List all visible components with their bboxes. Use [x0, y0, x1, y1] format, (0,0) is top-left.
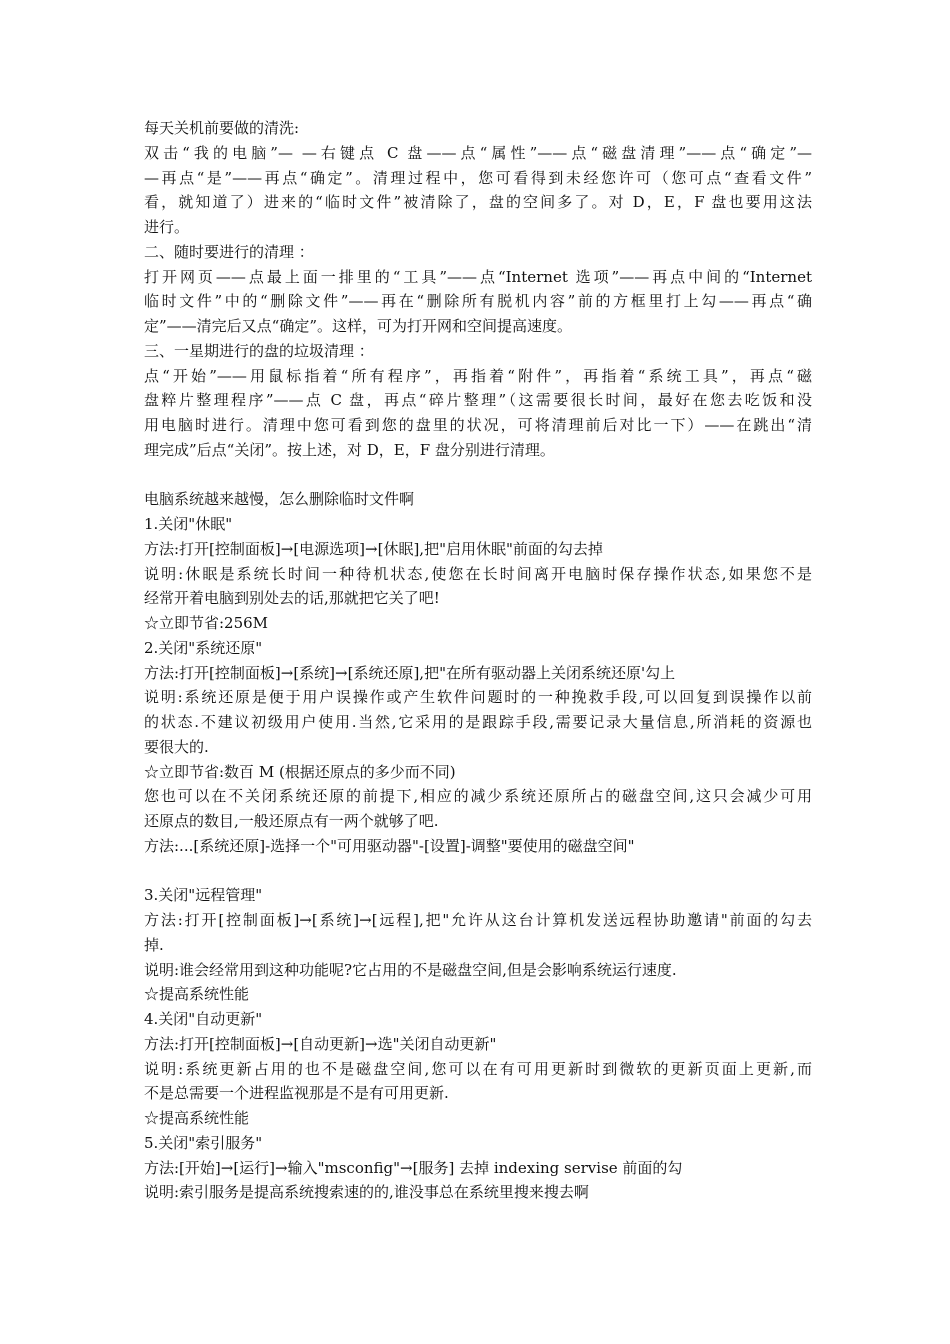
section3-line: 点“开始”——用鼠标指着“所有程序”，再指着“附件”，再指着“系统工具”，再点“磁: [144, 366, 812, 385]
item1-note: 说明:休眠是系统长时间一种待机状态,使您在长时间离开电脑时保存操作状态,如果您不是: [144, 564, 812, 583]
item5-heading: 5.关闭"索引服务": [144, 1133, 263, 1152]
item1-method: 方法:打开[控制面板]→[电源选项]→[休眠],把"启用休眠"前面的勾去掉: [144, 539, 603, 558]
section4-title: 电脑系统越来越慢，怎么删除临时文件啊: [144, 490, 415, 509]
section2-line: 打开网页——点最上面一排里的“工具”——点“Internet 选项”——再点中间的“Internet: [144, 267, 812, 286]
item1-saving: ☆立即节省:256M: [144, 614, 269, 632]
document-body: [144, 116, 812, 1205]
section2-line: 临时文件”中的“删除文件”——再在“删除所有脱机内容”前的方框里打上勾——再点“确: [144, 292, 812, 311]
item2-extra: 您也可以在不关闭系统还原的前提下,相应的减少系统还原所占的磁盘空间,这只会减少可用: [144, 787, 812, 806]
item1-note: 经常开着电脑到别处去的话,那就把它关了吧!: [144, 589, 440, 608]
section3-line: 用电脑时进行。清理中您可看到您的盘里的状况，可将清理前后对比一下）——在跳出“清: [144, 416, 812, 434]
item5-method: 方法:[开始]→[运行]→输入"msconfig"→[服务] 去掉 indexing servise 前面的勾: [144, 1158, 683, 1177]
section1-title: 每天关机前要做的清洗:: [144, 119, 300, 137]
section1-line: 进行。: [144, 218, 190, 236]
item3-method: 掉.: [144, 935, 164, 954]
item4-saving: ☆提高系统性能: [144, 1109, 250, 1127]
item3-note: 说明:谁会经常用到这种功能呢?它占用的不是磁盘空间,但是会影响系统运行速度.: [144, 960, 677, 979]
section3-line: 盘粹片整理程序”——点 C 盘，再点“碎片整理”（这需要很长时间，最好在您去吃饭和没: [144, 391, 812, 410]
item2-method: 方法:打开[控制面板]→[系统]→[系统还原],把"在所有驱动器上关闭系统还原'勾上: [144, 663, 676, 682]
item2-note: 说明:系统还原是便于用户误操作或产生软件问题时的一种挽救手段,可以回复到误操作以前: [144, 688, 812, 707]
section2-title: 二、随时要进行的清理 ：: [144, 242, 314, 261]
item4-heading: 4.关闭"自动更新": [144, 1010, 263, 1028]
item3-method: 方法:打开[控制面板]→[系统]→[远程],把"允许从这台计算机发送远程协助邀请"前面的勾去: [144, 911, 812, 929]
section3-line: 理完成”后点“关闭”。按上述，对 D，E，F 盘分别进行清理。: [144, 440, 555, 459]
item2-heading: 2.关闭"系统还原": [144, 638, 263, 657]
blank-line: [144, 859, 812, 884]
section1-line: —再点“是”——再点“确定”。清理过程中，您可看得到未经您许可（您可点“查看文件”: [144, 168, 812, 187]
item2-extra: 还原点的数目,一般还原点有一两个就够了吧.: [144, 812, 439, 830]
item4-note: 说明:系统更新占用的也不是磁盘空间,您可以在有可用更新时到微软的更新页面上更新,而: [144, 1059, 812, 1078]
item1-heading: 1.关闭"休眠": [144, 515, 233, 533]
item2-note: 要很大的.: [144, 737, 209, 756]
item4-note: 不是总需要一个进程监视那是不是有可用更新.: [144, 1084, 449, 1103]
blank-line: [144, 463, 812, 488]
section1-line: 双击“我的电脑”— —右键点 C 盘——点“属性”——点“磁盘清理”——点“确定”—: [144, 143, 812, 162]
item2-note: 的状态.不建议初级用户使用.当然,它采用的是跟踪手段,需要记录大量信息,所消耗的资源也: [144, 713, 812, 731]
section3-title: 三、一星期进行的盘的垃圾清理 ：: [144, 341, 374, 360]
item3-heading: 3.关闭"远程管理": [144, 886, 263, 905]
item2-saving: ☆立即节省:数百 M (根据还原点的多少而不同): [144, 762, 456, 781]
section2-line: 定”——清完后又点“确定”。这样，可为打开网和空间提高速度。: [144, 317, 573, 335]
item4-method: 方法:打开[控制面板]→[自动更新]→选"关闭自动更新": [144, 1034, 497, 1053]
item3-saving: ☆提高系统性能: [144, 985, 250, 1004]
section1-line: 看，就知道了）进来的“临时文件”被清除了，盘的空间多了。对 D，E，F 盘也要用这法: [144, 193, 812, 212]
item2-method2: 方法:...[系统还原]-选择一个"可用驱动器"-[设置]-调整"要使用的磁盘空间": [144, 836, 635, 855]
item5-note: 说明:索引服务是提高系统搜索速的的,谁没事总在系统里搜来搜去啊: [144, 1183, 589, 1202]
